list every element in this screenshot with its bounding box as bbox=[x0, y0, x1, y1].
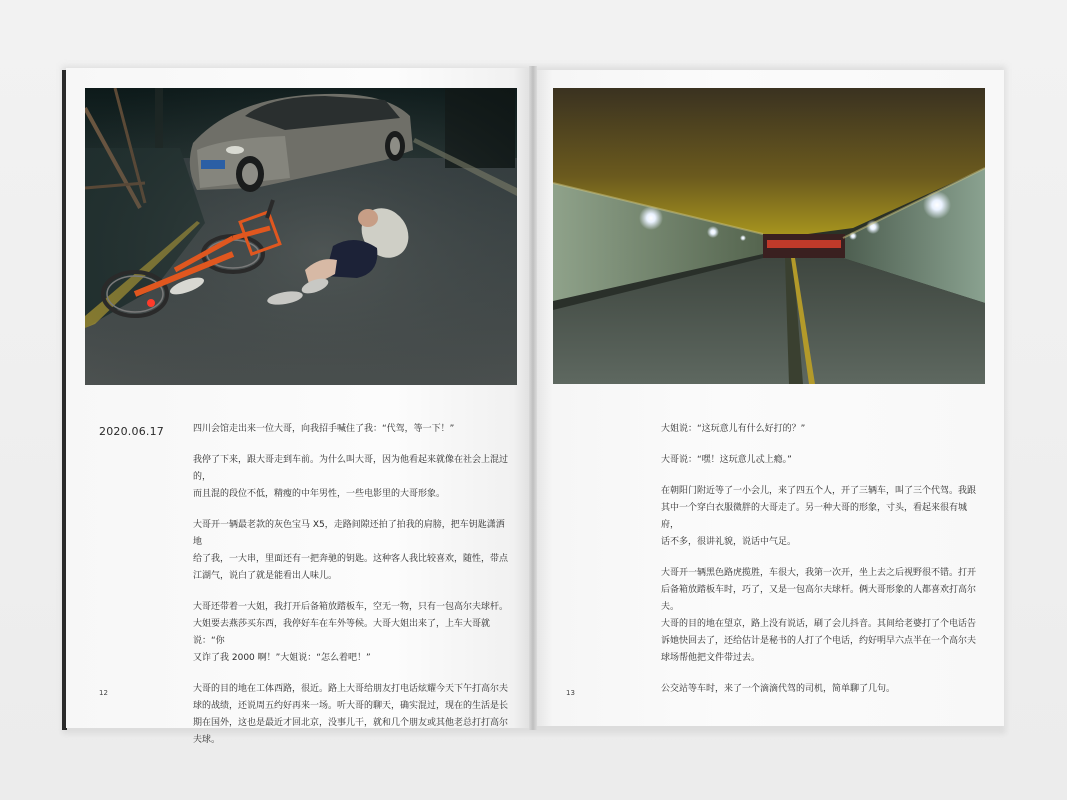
paragraph: 在朝阳门附近等了一小会儿，来了四五个人，开了三辆车，叫了三个代驾。我跟 其中一个穿白衣服微胖的大哥走了。另一种大哥的形象，寸头，看起来很有城府， 话不多，很讲礼貌，说话中气足。 bbox=[661, 486, 977, 547]
paragraph: 公交站等车时，来了一个滴滴代驾的司机，简单聊了几句。 bbox=[661, 684, 896, 694]
paragraph: 大姐说：“这玩意儿有什么好打的？” bbox=[661, 424, 806, 434]
book-gutter bbox=[529, 66, 537, 730]
paragraph: 大哥的目的地在工体西路，很近。路上大哥给朋友打电话炫耀今天下午打高尔夫 球的战绩，还说周五约好再来一场。听大哥的聊天，确实混过，现在的生活是长 期在国外，这也是最近才回北京，没事儿干，就和几个朋友或其他老总打打高尔 夫球。 bbox=[193, 684, 509, 745]
left-page-text bbox=[193, 421, 509, 763]
paragraph: 大哥开一辆黑色路虎揽胜，车很大，我第一次开，坐上去之后视野很不错。打开 后备箱放踏板车时，巧了，又是一包高尔夫球杆。俩大哥形象的人都喜欢打高尔夫。 大哥的目的地在望京，路上没有说话，刷了会儿抖音。其间给老婆打了个电话告 诉她快回去了，还给估计是秘书的人打了个电话，约好明早六点半在一个高尔夫 球场帮他把文件带过去。 bbox=[661, 568, 977, 663]
paragraph: 大哥说：“嘿！这玩意儿忒上瘾。” bbox=[661, 455, 792, 465]
paragraph: 四川会馆走出来一位大哥，向我招手喊住了我：“代驾，等一下！” bbox=[193, 424, 455, 434]
paragraph: 大哥开一辆最老款的灰色宝马 X5，走路间隙还拍了拍我的肩膀，把车钥匙潇洒地 给了我，一大串，里面还有一把奔驰的钥匙。这种客人我比较喜欢，随性，带点 江湖气，说白了就是能看出人味儿。 bbox=[193, 520, 509, 581]
photo-night-street bbox=[85, 88, 517, 385]
page-number-left: 12 bbox=[99, 689, 108, 697]
right-page-text bbox=[661, 421, 977, 712]
entry-date: 2020.06.17 bbox=[99, 425, 164, 438]
page-number-right: 13 bbox=[566, 689, 575, 697]
paragraph: 大哥还带着一大姐，我打开后备箱放踏板车，空无一物，只有一包高尔夫球杆。 大姐要去燕莎买东西，我停好车在车外等候。大哥大姐出来了，上车大哥就说：“你 又诈了我 2000 啊！”大姐说：“怎么着吧！” bbox=[193, 602, 509, 663]
photo-tunnel bbox=[553, 88, 985, 384]
paragraph: 我停了下来，跟大哥走到车前。为什么叫大哥，因为他看起来就像在社会上混过的， 而且混的段位不低，精瘦的中年男性，一些电影里的大哥形象。 bbox=[193, 455, 509, 499]
